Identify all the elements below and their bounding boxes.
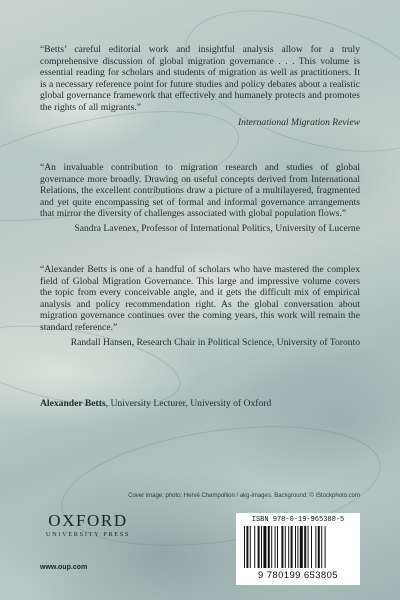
barcode-bar [300, 526, 303, 568]
review-quote-2 [40, 162, 360, 235]
publisher-website: www.oup.com [40, 564, 88, 571]
barcode-bar [311, 526, 312, 568]
barcode-bar [288, 526, 289, 568]
quote-text: “An invaluable contribution to migration research and studies of global governance more broadly. Drawing on useful concepts derived from International Relations, the excellent contributions draw a picture of a multilayered, fragmented and yet quite encompassing set of formal and informal governance arrangements that mirror the diversity of challenges associated with global population flows.” [40, 162, 360, 220]
barcode-bar [285, 526, 286, 568]
barcode-bar [254, 526, 255, 568]
barcode-icon [242, 526, 354, 568]
barcode-bar [261, 526, 262, 568]
logo-oxford: OXFORD [48, 511, 128, 530]
barcode-bar [277, 526, 278, 568]
barcode-bar [246, 526, 248, 568]
cover-image-credit: Cover image: photo: Hervé Champollion / akg-images. Background: © iStockphoto.com [128, 493, 360, 499]
logo-university-press: UNIVERSITY PRESS [45, 531, 131, 538]
publisher-logo [40, 512, 136, 538]
quote-attribution: Sandra Lavenex, Professor of International Politics, University of Lucerne [74, 222, 360, 234]
isbn-label: ISBN 978-0-19-965380-5 [251, 516, 345, 524]
barcode-bar [321, 526, 322, 568]
barcode-bar [258, 526, 260, 568]
barcode-digits: 9 780199 653805 [258, 570, 338, 581]
review-quote-3 [40, 264, 360, 348]
author-name: Alexander Betts [40, 398, 106, 409]
barcode-bar [318, 526, 320, 568]
barcode-bar [271, 526, 272, 568]
quote-text: “Betts’ careful editorial work and insightful analysis allow for a truly comprehensive discussion of global migration governance . . . This volume is essential reading for scholars and students of migration as well as practitioners. It is a necessary reference point for future studies and policy debates about a realistic global governance framework that effectively and humanely protects and promotes the rights of all migrants.” [40, 44, 360, 113]
barcode-bar [308, 526, 309, 568]
barcode-panel [236, 513, 360, 585]
barcode-bar [325, 526, 326, 568]
barcode-bar [250, 526, 251, 568]
quote-attribution: International Migration Review [237, 116, 360, 128]
author-affiliation: , University Lecturer, University of Oxford [105, 398, 272, 409]
review-quote-1 [40, 44, 360, 128]
quote-text: “Alexander Betts is one of a handful of scholars who have mastered the complex field of Global Migration Governance. This large and impressive volume covers the topic from every conceivable angle, and it gets the difficult mix of empirical analysis and policy recommendation right. As the global conversation about migration governance continues over the coming years, this work will remain the standard reference.” [40, 264, 360, 333]
barcode-bar [263, 526, 266, 568]
barcode-bar [295, 526, 296, 568]
barcode-bar [244, 526, 245, 568]
author-line [40, 398, 360, 409]
barcode-bar [297, 526, 298, 568]
barcode-bar [315, 526, 316, 568]
barcode-bar [268, 526, 270, 568]
barcode-bar [304, 526, 306, 568]
barcode-bar [281, 526, 283, 568]
barcode-bar [275, 526, 276, 568]
quote-attribution: Randall Hansen, Research Chair in Political Science, University of Toronto [70, 336, 360, 348]
barcode-bar [291, 526, 293, 568]
